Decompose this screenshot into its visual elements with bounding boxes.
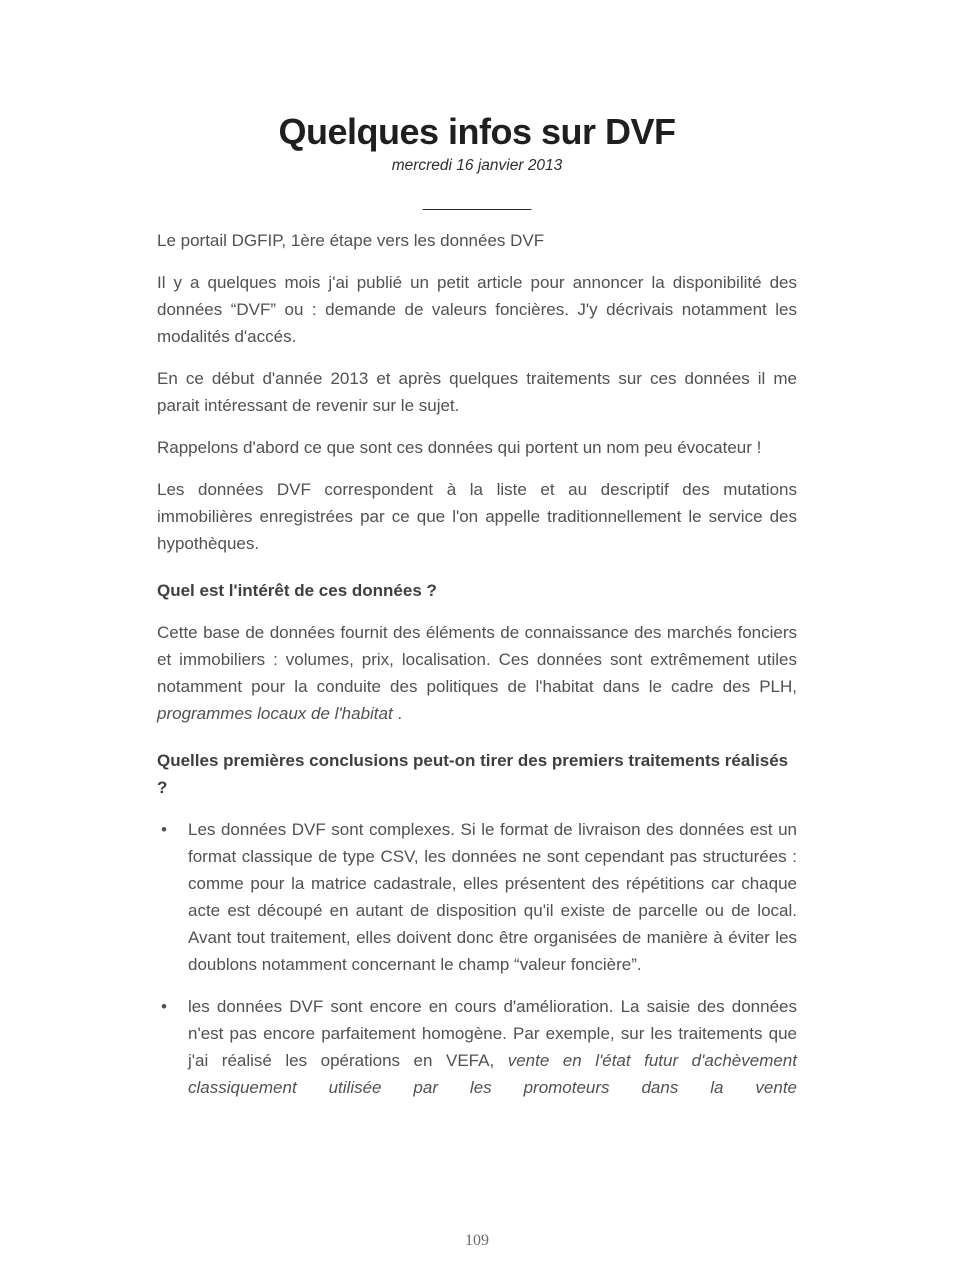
page-number: 109 [465,1232,489,1249]
paragraph [157,269,797,350]
text-run: . [392,704,403,723]
paragraph [157,619,797,727]
text-run: Cette base de données fournit des éléments de connaissance des marchés fonciers et immobiliers : volumes, prix, localisation. Ces données sont extrêmement utiles notamment pour la conduite des politiques de l'habitat dans le cadre des PLH, [157,623,797,696]
date-line: mercredi 16 janvier 2013 [391,157,563,174]
section-heading [157,747,797,801]
paragraph [157,227,797,254]
italic-text-run: vente en l'état futur d'achèvement classiquement utilisée par les promoteurs dans la vente [188,1051,797,1097]
paragraph [157,365,797,419]
text-run: Quel est l'intérêt de ces données ? [157,581,437,600]
text-run: les données DVF sont encore en cours d'amélioration. La saisie des données n'est pas encore parfaitement homogène. Par exemple, sur les traitements que j'ai réalisé les opérations en VEFA, [188,997,797,1070]
document-body [157,227,797,1101]
text-run: Le portail DGFIP, 1ère étape vers les données DVF [157,231,545,250]
text-run: Les données DVF correspondent à la liste et au descriptif des mutations immobilières enregistrées par ce que l'on appelle traditionnellement le service des hypothèques. [157,480,797,553]
bullet-item [157,816,797,978]
text-run: En ce début d'année 2013 et après quelques traitements sur ces données il me parait intéressant de revenir sur le sujet. [157,369,797,415]
page-title: Quelques infos sur DVF [278,111,676,152]
text-run: Quelles premières conclusions peut-on tirer des premiers traitements réalisés ? [157,751,789,797]
text-run: Rappelons d'abord ce que sont ces données qui portent un nom peu évocateur ! [157,438,762,457]
paragraph [157,434,797,461]
text-run: Il y a quelques mois j'ai publié un petit article pour annoncer la disponibilité des données “DVF” ou : demande de valeurs foncières. J'y décrivais notamment les modalités d'accés. [157,273,797,346]
text-run: Les données DVF sont complexes. Si le format de livraison des données est un format classique de type CSV, les données ne sont cependant pas structurées : comme pour la matrice cadastrale, elles présentent des répétitions car chaque acte est découpé en autant de disposition qu'il existe de parcelle ou de local. Avant tout traitement, elles doivent donc être organisées de manière à éviter les doublons notamment concernant le champ “valeur foncière”. [188,820,797,974]
italic-text-run: programmes locaux de l'habitat [157,704,393,723]
section-heading [157,577,797,604]
paragraph [157,476,797,557]
separator-line: _____________ [422,194,532,211]
bullet-item [157,993,797,1101]
